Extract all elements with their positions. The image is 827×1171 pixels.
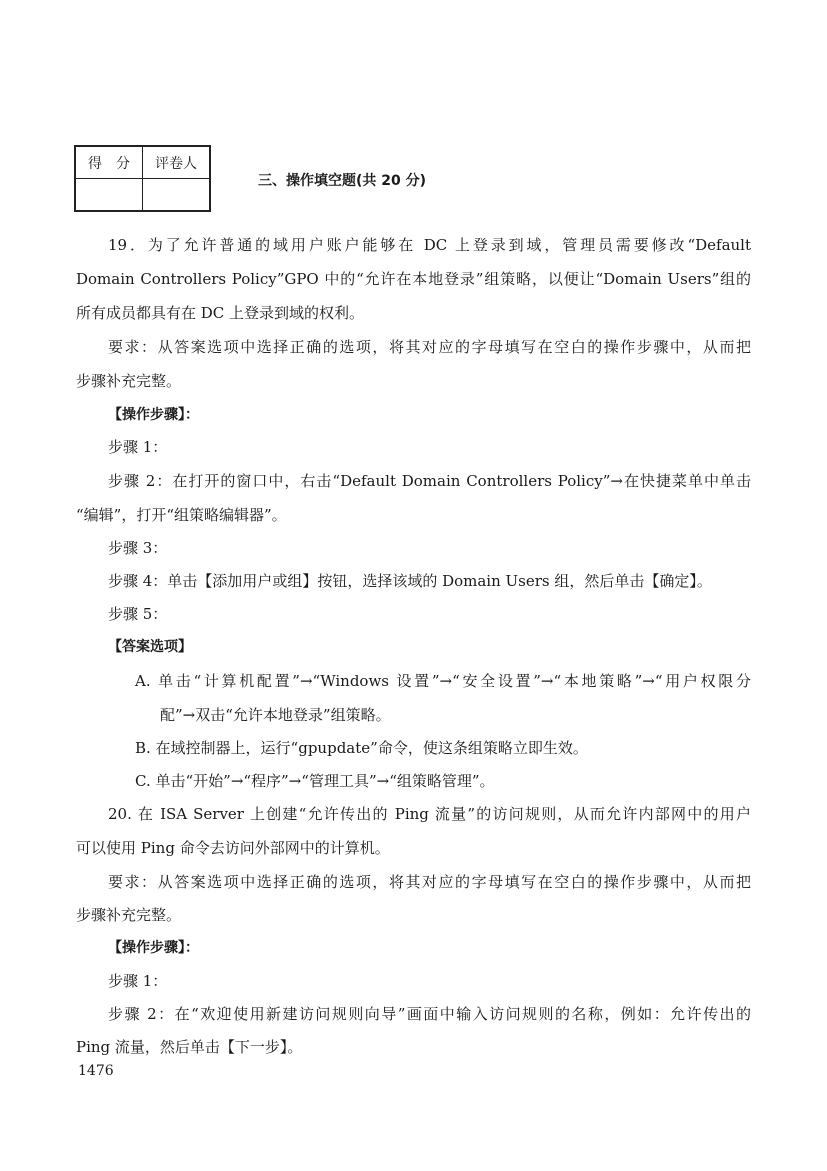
q19-step1: 步骤 1： [108, 438, 168, 456]
q19-requirement-line1: 要求：从答案选项中选择正确的选项，将其对应的字母填写在空白的操作步骤中，从而把 [108, 338, 751, 356]
q19-options-header: 【答案选项】 [108, 639, 192, 655]
score-box [74, 145, 211, 212]
q20-step1: 步骤 1： [108, 972, 168, 990]
q19-step4: 步骤 4：单击【添加用户或组】按钮，选择该域的 Domain Users 组，然后单击【确定】。 [108, 572, 712, 590]
q20-step2-line2: Ping 流量，然后单击【下一步】。 [76, 1038, 303, 1056]
q20-step2-line1: 步骤 2：在“欢迎使用新建访问规则向导”画面中输入访问规则的名称，例如：允许传出的 [108, 1005, 751, 1023]
q20-requirement-line2: 步骤补充完整。 [76, 906, 182, 924]
q19-step3: 步骤 3： [108, 539, 168, 557]
q19-requirement-line2: 步骤补充完整。 [76, 372, 182, 390]
section-title: 三、操作填空题(共 20 分) [258, 173, 427, 189]
q19-steps-header: 【操作步骤】： [108, 407, 199, 423]
grader-cell [143, 179, 211, 212]
q19-step2-line1: 步骤 2：在打开的窗口中，右击“Default Domain Controllers Policy”→在快捷菜单中单击 [108, 472, 751, 490]
q19-option-b: B. 在域控制器上，运行“gpupdate”命令，使这条组策略立即生效。 [135, 739, 588, 757]
q20-line2: 可以使用 Ping 命令去访问外部网中的计算机。 [76, 839, 390, 857]
score-label: 得 分 [75, 146, 143, 179]
q20-steps-header: 【操作步骤】： [108, 940, 199, 956]
q19-line3: 所有成员都具有在 DC 上登录到域的权利。 [76, 304, 365, 322]
grader-label: 评卷人 [143, 146, 211, 179]
q19-option-a-line2: 配”→双击“允许本地登录”组策略。 [160, 706, 391, 724]
q19-option-c: C. 单击“开始”→“程序”→“管理工具”→“组策略管理”。 [135, 772, 495, 790]
q19-step2-line2: “编辑”，打开“组策略编辑器”。 [76, 506, 287, 524]
q20-requirement-line1: 要求：从答案选项中选择正确的选项，将其对应的字母填写在空白的操作步骤中，从而把 [108, 873, 751, 891]
q19-line2: Domain Controllers Policy”GPO 中的“允许在本地登录”组策略，以便让“Domain Users”组的 [76, 270, 751, 288]
score-cell [75, 179, 143, 212]
q20-line1: 20. 在 ISA Server 上创建“允许传出的 Ping 流量”的访问规则，从而允许内部网中的用户 [108, 805, 751, 823]
q19-step5: 步骤 5： [108, 605, 168, 623]
q19-option-a-line1: A. 单击“计算机配置”→“Windows 设置”→“安全设置”→“本地策略”→“用户权限分 [135, 672, 751, 690]
page-number: 1476 [78, 1063, 114, 1079]
q19-line1: 19．为了允许普通的域用户账户能够在 DC 上登录到域，管理员需要修改“Default [108, 236, 751, 254]
